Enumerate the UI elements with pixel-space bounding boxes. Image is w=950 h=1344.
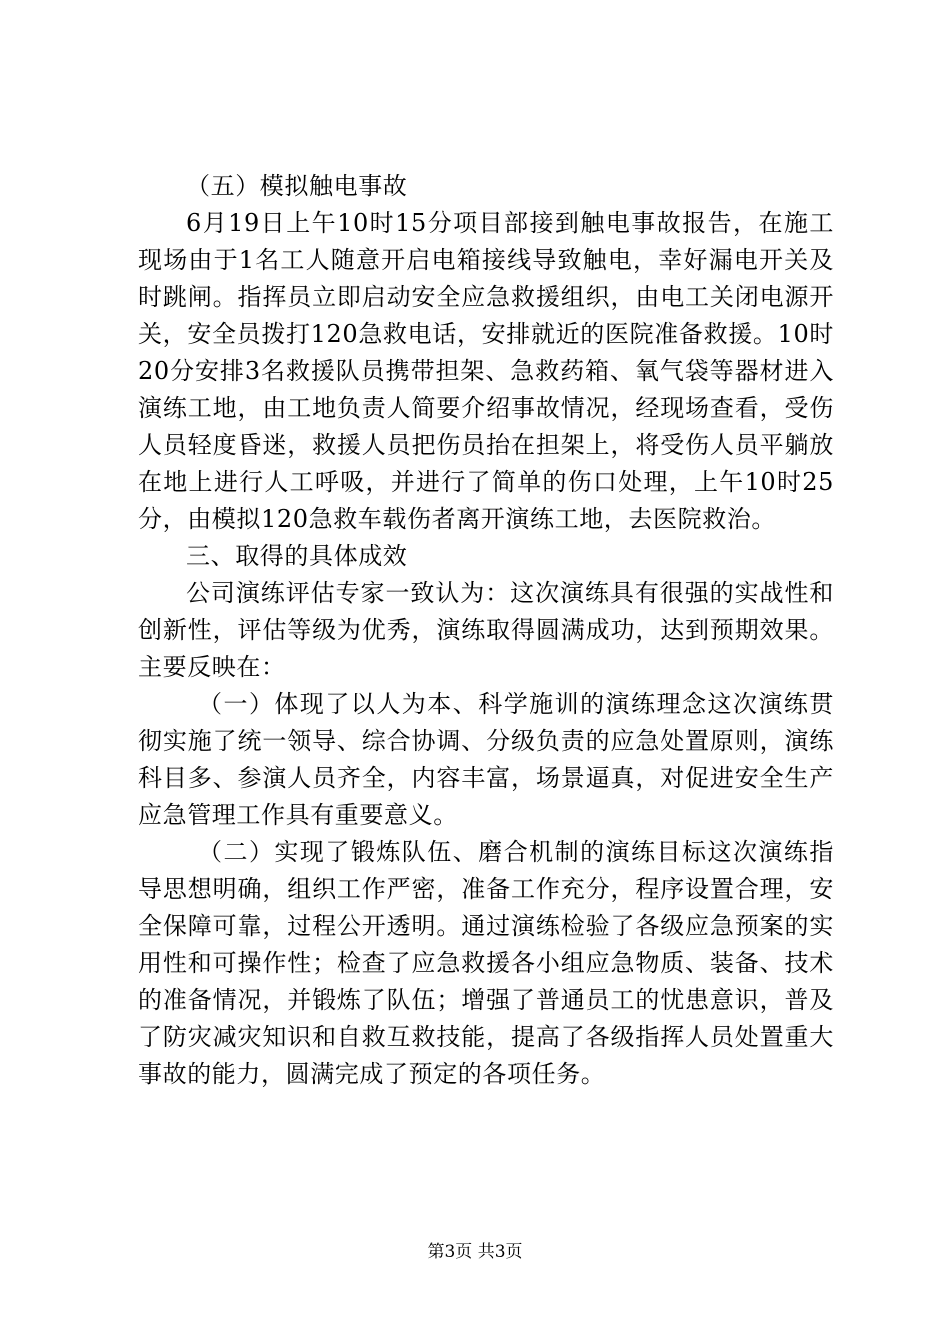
page-footer: 第3页 共3页	[427, 1242, 523, 1262]
section-heading-results: 三、取得的具体成效	[186, 542, 408, 570]
paragraph-point-one: （一）体现了以人为本、科学施训的演练理念这次演练贯彻实施了统一领导、综合协调、分级负责的应急处置原则，演练科目多、参演人员齐全，内容丰富，场景逼真，对促进安全生产应急管理工作具有重要意义。	[138, 690, 834, 829]
paragraph-expert-evaluation: 公司演练评估专家一致认为：这次演练具有很强的实战性和创新性，评估等级为优秀，演练取得圆满成功，达到预期效果。主要反映在：	[138, 579, 834, 681]
section-heading-simulated-electric-shock: （五）模拟触电事故	[186, 172, 408, 200]
paragraph-point-two: （二）实现了锻炼队伍、磨合机制的演练目标这次演练指导思想明确，组织工作严密，准备工作充分，程序设置合理，安全保障可靠，过程公开透明。通过演练检验了各级应急预案的实用性和可操作性；检查了应急救援各小组应急物质、装备、技术的准备情况，并锻炼了队伍；增强了普通员工的忧患意识，普及了防灾减灾知识和自救互救技能，提高了各级指挥人员处置重大事故的能力，圆满完成了预定的各项任务。	[138, 838, 834, 1088]
document-body	[138, 168, 834, 1093]
paragraph-electric-shock-drill: 6月19日上午10时15分项目部接到触电事故报告，在施工现场由于1名工人随意开启电箱接线导致触电，幸好漏电开关及时跳闸。指挥员立即启动安全应急救援组织，由电工关闭电源开关，安全员拨打120急救电话，安排就近的医院准备救援。10时20分安排3名救援队员携带担架、急救药箱、氧气袋等器材进入演练工地，由工地负责人简要介绍事故情况，经现场查看，受伤人员轻度昏迷，救援人员把伤员抬在担架上，将受伤人员平躺放在地上进行人工呼吸，并进行了简单的伤口处理，上午10时25分，由模拟120急救车载伤者离开演练工地，去医院救治。	[138, 209, 834, 533]
